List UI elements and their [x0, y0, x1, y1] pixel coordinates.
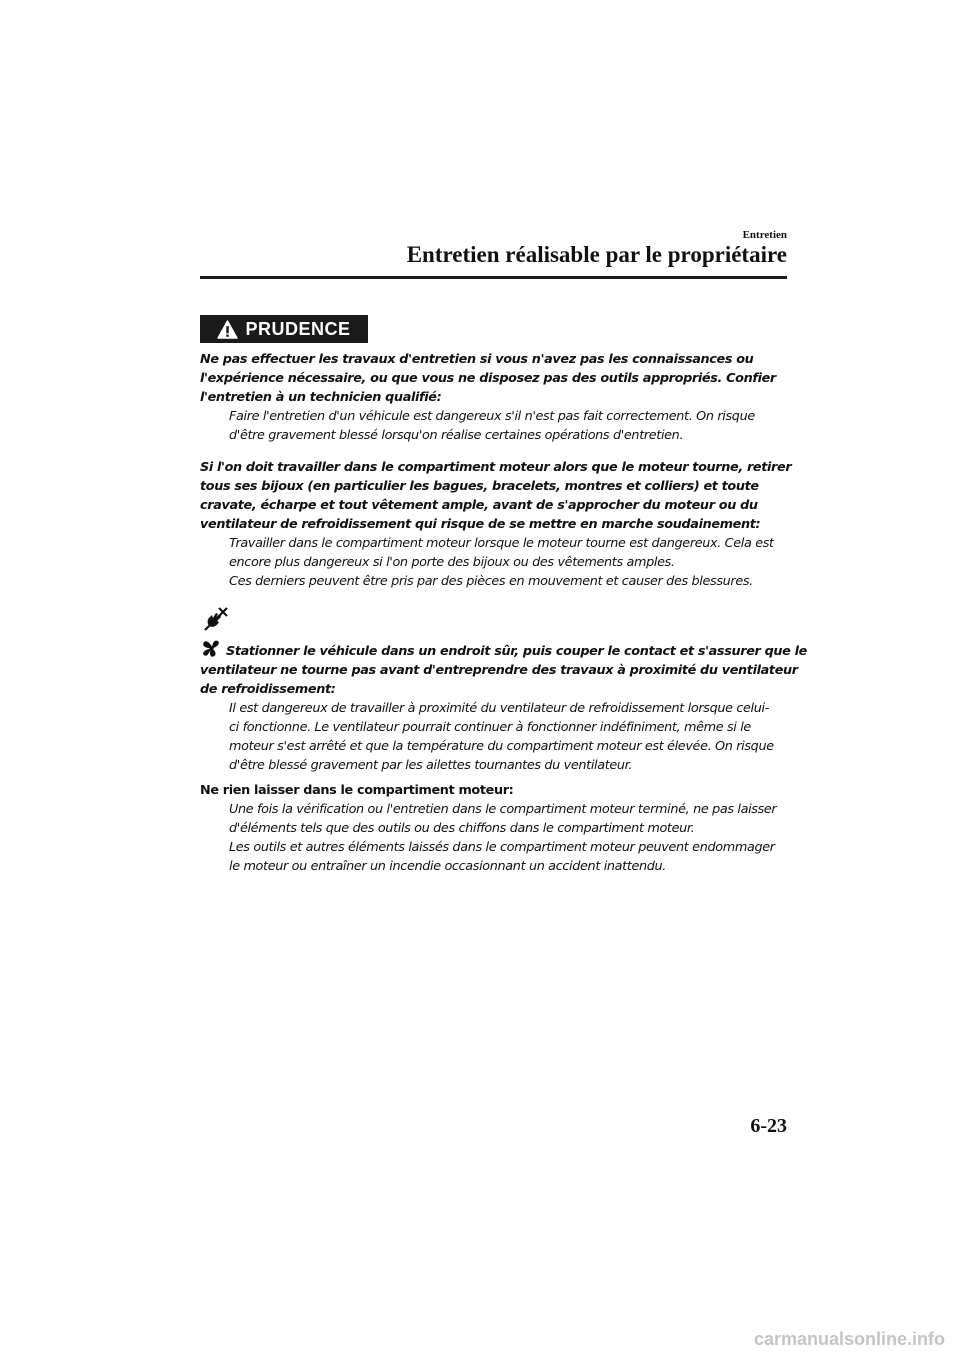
warning-title-line: ventilateur de refroidissement qui risque de se mettre en marche soudainement: [200, 517, 761, 532]
watermark: carmanualsonline.info [753, 1329, 945, 1349]
warning-title-line: l'entretien à un technicien qualifié: [200, 390, 442, 405]
warning-title-line: ventilateur ne tourne pas avant d'entreprendre des travaux à proximité du ventilateur [200, 663, 798, 678]
warning-body-line: Travailler dans le compartiment moteur lorsque le moteur tourne est dangereux. Cela est [229, 536, 774, 551]
warning-triangle-icon [217, 320, 238, 339]
warning-body-line: Une fois la vérification ou l'entretien dans le compartiment moteur terminé, ne pas laisser [229, 802, 777, 817]
warning-title-line: Ne rien laisser dans le compartiment moteur: [200, 783, 514, 798]
warning-body-line: d'être blessé gravement par les ailettes tournantes du ventilateur. [229, 758, 633, 773]
warning-body-line: encore plus dangereux si l'on porte des bijoux ou des vêtements amples. [229, 555, 675, 570]
warning-block-1 [200, 350, 790, 445]
warning-title-line: Ne pas effectuer les travaux d'entretien si vous n'avez pas les connaissances ou [200, 352, 754, 367]
warning-body-line: Il est dangereux de travailler à proximité du ventilateur de refroidissement lorsque celui- [229, 701, 769, 716]
section-label: Entretien [742, 229, 787, 241]
warning-title-line: tous ses bijoux (en particulier les bagues, bracelets, montres et colliers) et toute [200, 479, 759, 494]
header-divider [200, 276, 787, 279]
warning-body-line: le moteur ou entraîner un incendie occasionnant un accident inattendu. [229, 859, 667, 874]
warning-title-line: Si l'on doit travailler dans le compartiment moteur alors que le moteur tourne, retirer [200, 460, 792, 475]
warning-title-line: de refroidissement: [200, 682, 336, 697]
warning-block-3 [200, 638, 807, 775]
warning-title-text: Stationner le véhicule dans un endroit sûr, puis couper le contact et s'assurer que le [226, 644, 807, 659]
warning-title-line: l'expérience nécessaire, ou que vous ne disposez pas des outils appropriés. Confier [200, 371, 776, 386]
warning-body-line: d'éléments tels que des outils ou des chiffons dans le compartiment moteur. [229, 821, 695, 836]
warning-body-line: Ces derniers peuvent être pris par des pièces en mouvement et causer des blessures. [229, 574, 753, 589]
page-title: Entretien réalisable par le propriétaire [406, 242, 787, 267]
warning-body-line: Faire l'entretien d'un véhicule est dangereux s'il n'est pas fait correctement. On risque [229, 409, 755, 424]
warning-body-line: d'être gravement blessé lorsqu'on réalise certaines opérations d'entretien. [229, 428, 684, 443]
warning-title-line: cravate, écharpe et tout vêtement ample, avant de s'approcher du moteur ou du [200, 498, 758, 513]
warning-title-line [200, 638, 807, 661]
warning-body-line: Les outils et autres éléments laissés dans le compartiment moteur peuvent endommager [229, 840, 775, 855]
caution-banner [200, 315, 368, 343]
warning-body-line: ci fonctionne. Le ventilateur pourrait continuer à fonctionner indéfiniment, même si le [229, 720, 751, 735]
no-hands-icon [203, 606, 229, 632]
caution-label: PRUDENCE [245, 318, 351, 339]
warning-body-line: moteur s'est arrêté et que la température du compartiment moteur est élevée. On risque [229, 739, 774, 754]
warning-block-2 [200, 458, 790, 591]
fan-icon [200, 638, 223, 658]
warning-block-4 [200, 781, 790, 876]
page-number: 6-23 [750, 1115, 787, 1137]
